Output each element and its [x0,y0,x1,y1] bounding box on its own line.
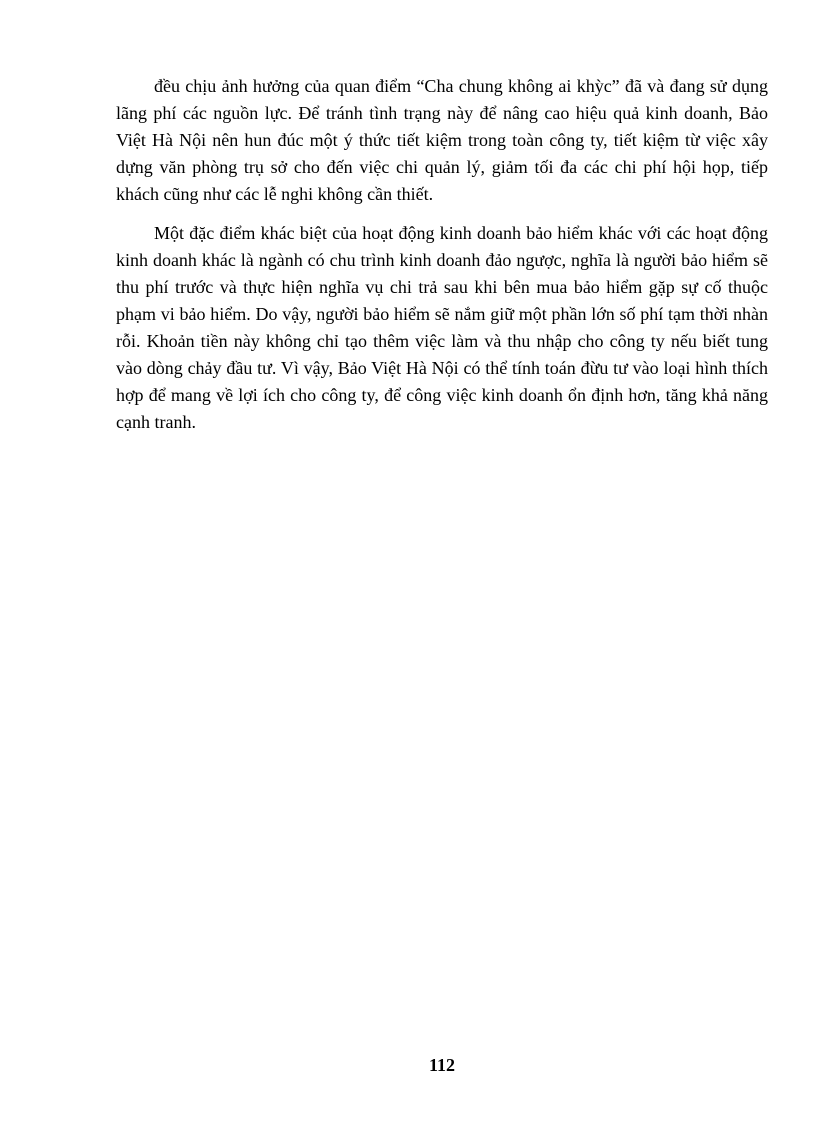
page-number: 112 [428,1055,455,1075]
paragraph-1: đều chịu ảnh hưởng của quan điểm “Cha chung không ai khỳc” đã và đang sử dụng lãng phí các nguồn lực. Để tránh tình trạng này để nâng cao hiệu quả kinh doanh, Bảo Việt Hà Nội nên hun đúc một ý thức tiết kiệm trong toàn công ty, tiết kiệm từ việc xây dựng văn phòng trụ sở cho đến việc chi quản lý, giảm tối đa các chi phí hội họp, tiếp khách cũng như các lễ nghi không cần thiết. [116,76,768,204]
body-text [116,73,768,448]
paragraph-2: Một đặc điểm khác biệt của hoạt động kinh doanh bảo hiểm khác với các hoạt động kinh doanh khác là ngành có chu trình kinh doanh đảo ngược, nghĩa là người bảo hiểm sẽ thu phí trước và thực hiện nghĩa vụ chi trả sau khi bên mua bảo hiểm gặp sự cố thuộc phạm vi bảo hiểm. Do vậy, người bảo hiểm sẽ nắm giữ một phần lớn số phí tạm thời nhàn rỗi. Khoản tiền này không chỉ tạo thêm việc làm và thu nhập cho công ty nếu biết tung vào dòng chảy đầu tư. Vì vậy, Bảo Việt Hà Nội có thể tính toán đừu tư vào loại hình thích hợp để mang về lợi ích cho công ty, để công việc kinh doanh ổn định hơn, tăng khả năng cạnh tranh. [116,223,768,432]
